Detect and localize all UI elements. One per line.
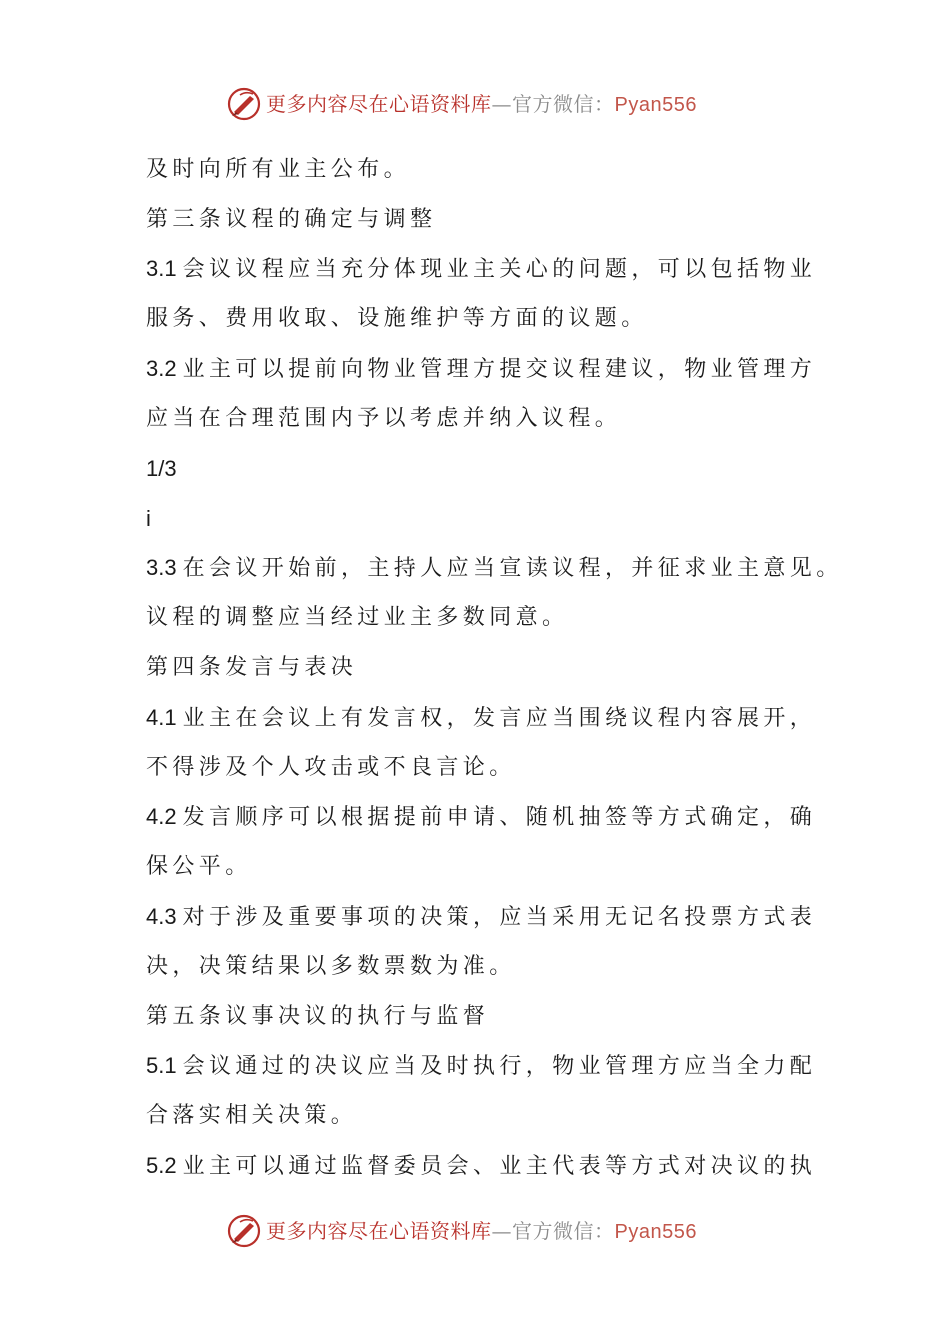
banner-wechat-label: 官方微信： <box>512 92 615 116</box>
section-heading: 第四条发言与表决 <box>146 655 358 680</box>
section-heading: 第五条议事决议的执行与监督 <box>146 1004 490 1029</box>
text-line: 决，决策结果以多数票数为准。 <box>146 954 516 979</box>
text-line: 及时向所有业主公布。 <box>146 157 411 182</box>
banner-text <box>266 90 697 119</box>
banner-text <box>266 1217 697 1246</box>
clause-line: 4.1 业主在会议上有发言权，发言应当围绕议程内容展开， <box>146 705 817 731</box>
pen-logo-icon <box>226 1213 262 1249</box>
text-line: 议程的调整应当经过业主多数同意。 <box>146 605 569 630</box>
banner-title: 更多内容尽在心语资料库 <box>266 1219 492 1243</box>
text-line: 合落实相关决策。 <box>146 1103 358 1128</box>
pen-logo-icon <box>226 86 262 122</box>
banner-dash: — <box>491 1219 512 1243</box>
banner-wechat-label: 官方微信： <box>512 1219 615 1243</box>
clause-line: 5.1 会议通过的决议应当及时执行，物业管理方应当全力配 <box>146 1053 817 1079</box>
clause-line: 3.3 在会议开始前，主持人应当宣读议程，并征求业主意见。 <box>146 555 843 581</box>
footer-banner <box>0 1211 950 1251</box>
banner-title: 更多内容尽在心语资料库 <box>266 92 492 116</box>
clause-line: 3.2 业主可以提前向物业管理方提交议程建议，物业管理方 <box>146 356 817 382</box>
clause-line: 5.2 业主可以通过监督委员会、业主代表等方式对决议的执 <box>146 1153 817 1179</box>
section-heading: 第三条议程的确定与调整 <box>146 207 437 232</box>
text-line: 服务、费用收取、设施维护等方面的议题。 <box>146 306 648 331</box>
page-number: 1/3 <box>146 456 177 481</box>
text-line: 应当在合理范围内予以考虑并纳入议程。 <box>146 406 622 431</box>
text-line: 保公平。 <box>146 854 252 879</box>
stray-mark: i <box>146 506 151 531</box>
clause-line: 4.2 发言顺序可以根据提前申请、随机抽签等方式确定，确 <box>146 804 817 830</box>
text-line: 不得涉及个人攻击或不良言论。 <box>146 755 516 780</box>
banner-wechat-id: Pyan556 <box>614 94 697 116</box>
clause-line: 4.3 对于涉及重要事项的决策，应当采用无记名投票方式表 <box>146 904 817 930</box>
banner-wechat-id: Pyan556 <box>614 1221 697 1243</box>
banner-dash: — <box>491 92 512 116</box>
header-banner <box>0 84 950 124</box>
clause-line: 3.1 会议议程应当充分体现业主关心的问题，可以包括物业 <box>146 256 817 282</box>
